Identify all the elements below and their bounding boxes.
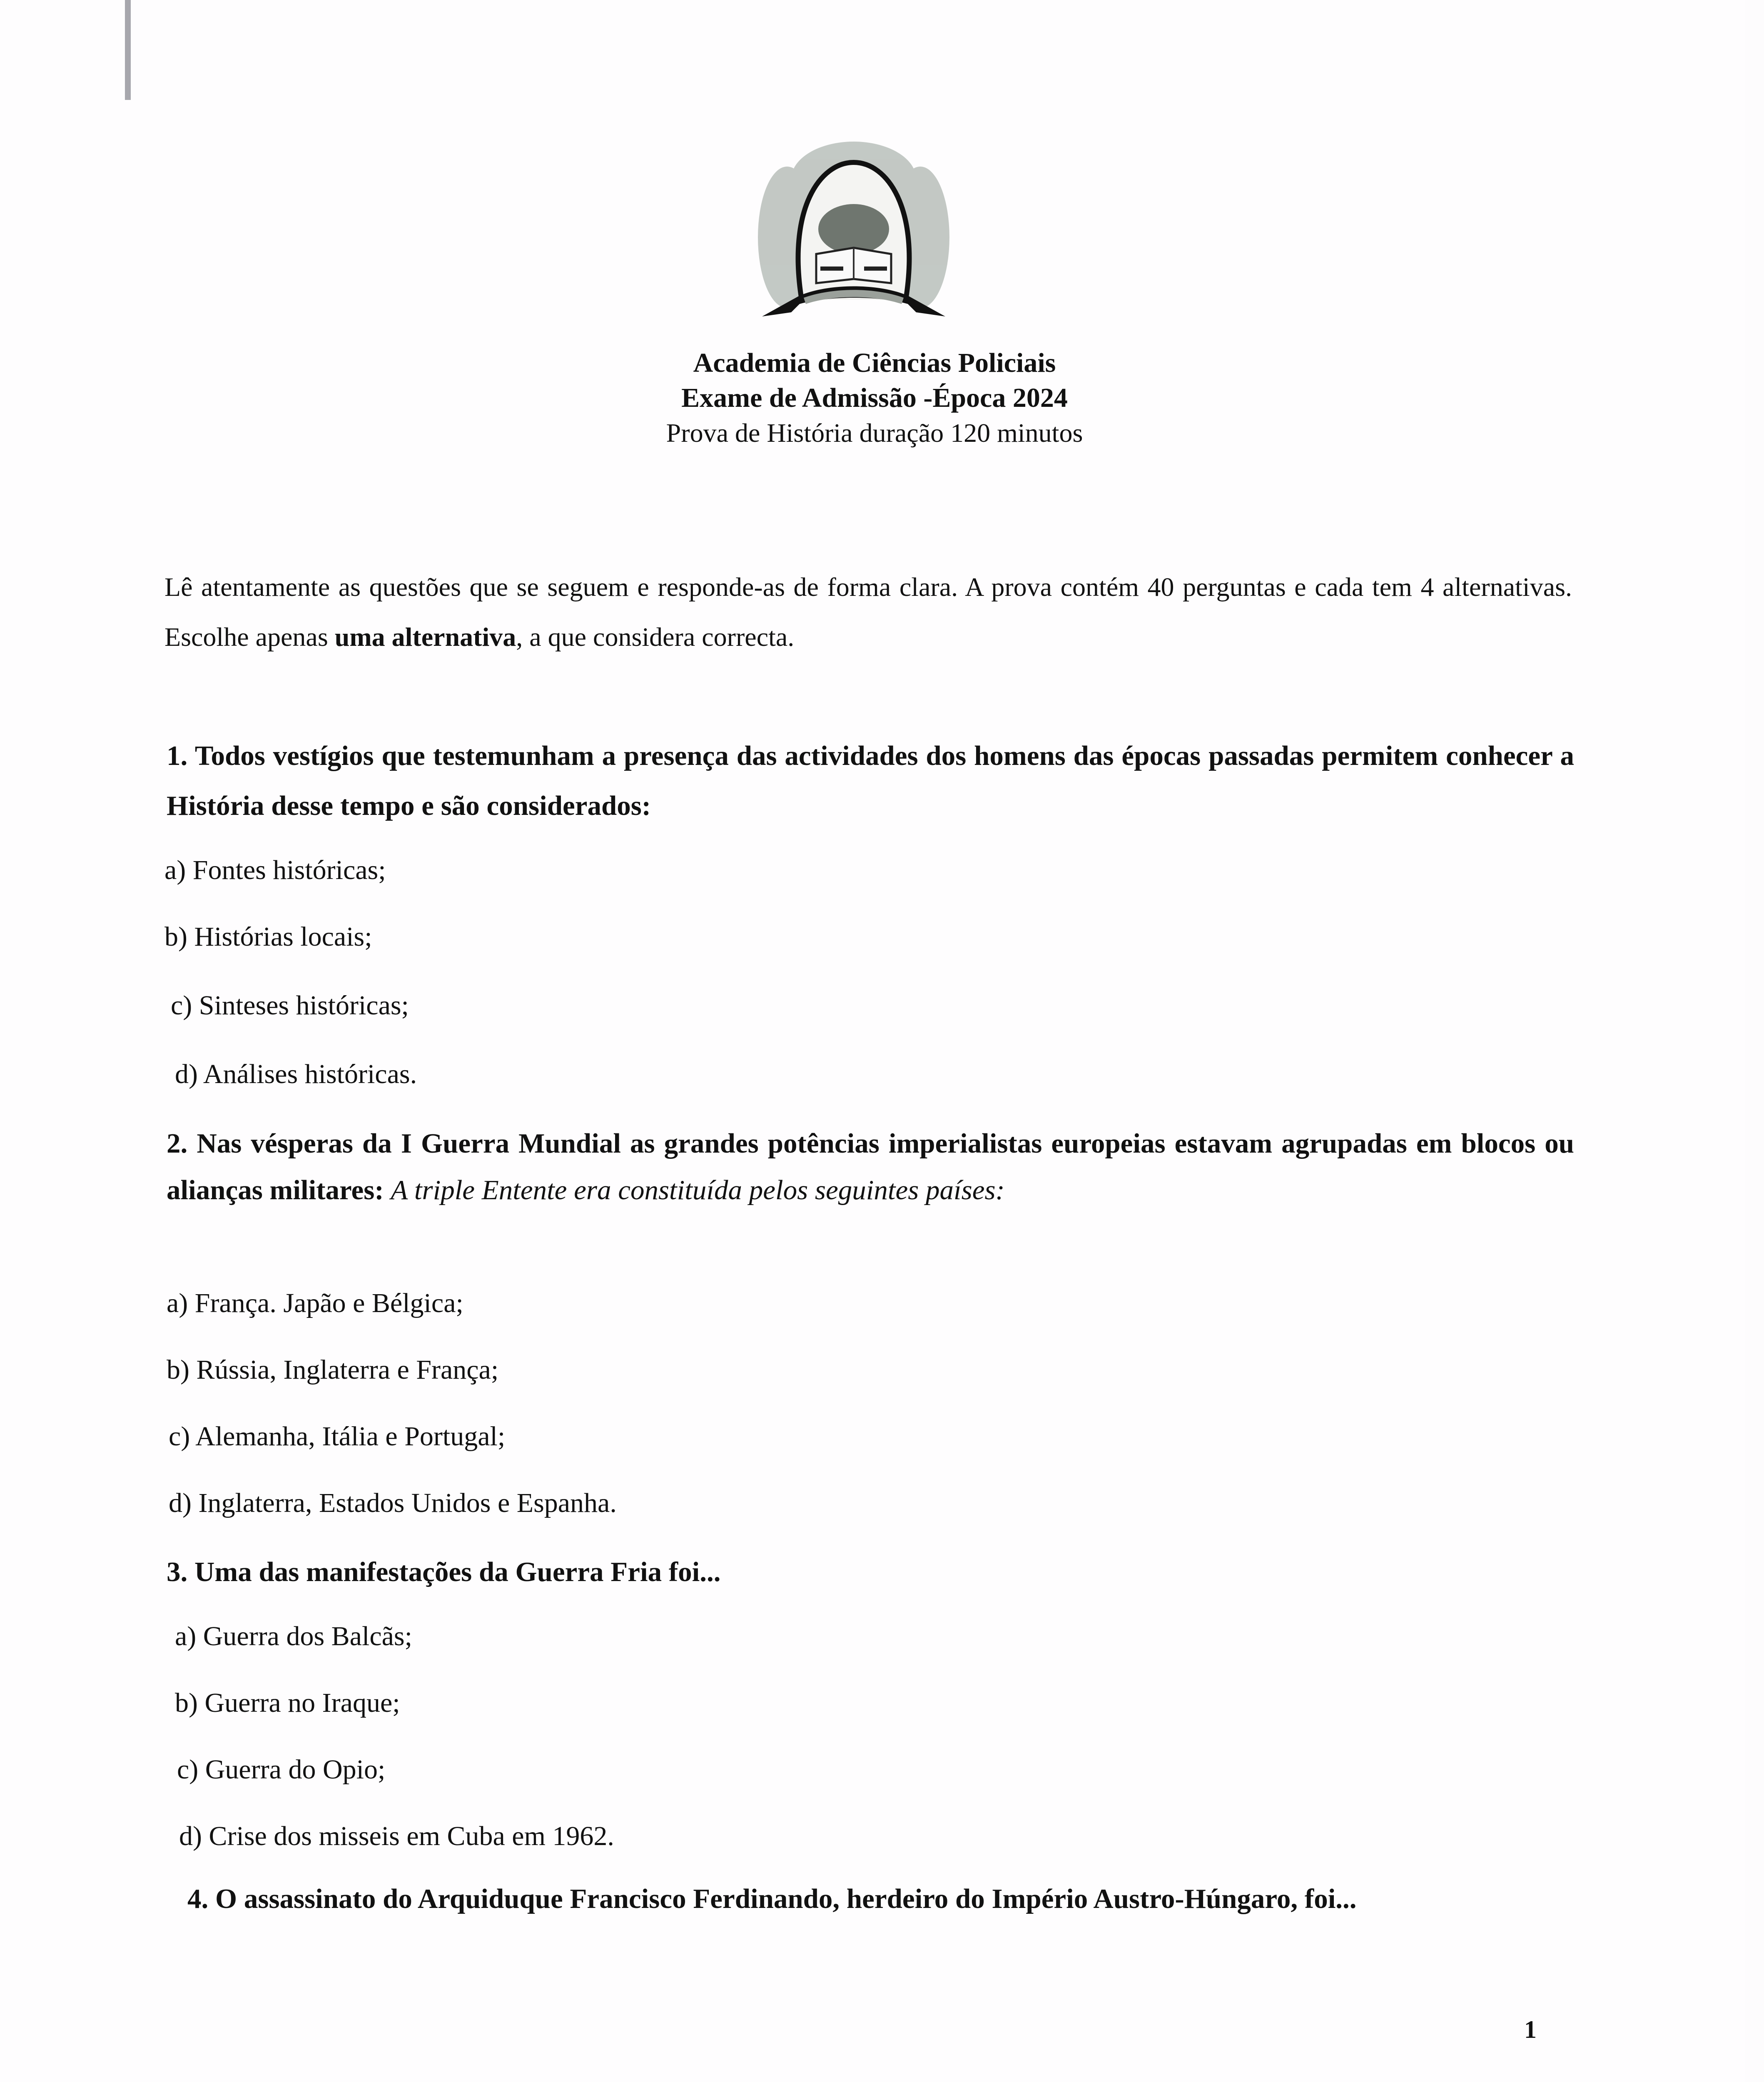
question-1-option-c: c) Sinteses históricas; xyxy=(171,990,409,1021)
question-3-option-a: a) Guerra dos Balcãs; xyxy=(175,1621,412,1651)
question-2-text: 2. Nas vésperas da I Guerra Mundial as grandes potências imperialistas europeias estavam agrupadas em blocos ou alianças militares: xyxy=(167,1128,1574,1205)
question-3-option-c: c) Guerra do Opio; xyxy=(177,1754,386,1785)
instructions-paragraph xyxy=(164,562,1572,662)
question-3: 3. Uma das manifestações da Guerra Fria foi... xyxy=(167,1557,721,1587)
question-2-italic-text: A triple Entente era constituída pelos seguintes países: xyxy=(391,1175,1005,1205)
question-1-option-a: a) Fontes históricas; xyxy=(164,855,386,885)
question-4: 4. O assassinato do Arquiduque Francisco Ferdinando, herdeiro do Império Austro-Húngaro, foi... xyxy=(187,1883,1357,1914)
exam-subject: Prova de História duração 120 minutos xyxy=(666,418,1083,448)
document-header xyxy=(416,346,1333,451)
question-2-option-b: b) Rússia, Inglaterra e França; xyxy=(167,1355,499,1385)
question-1: 1. Todos vestígios que testemunham a presença das actividades dos homens das épocas passadas permitem conhecer a História desse tempo e são considerados: xyxy=(167,740,1574,821)
margin-mark xyxy=(125,0,131,100)
instructions-emphasis: uma alternativa xyxy=(334,622,516,652)
question-3-option-d: d) Crise dos misseis em Cuba em 1962. xyxy=(179,1821,614,1851)
question-2-option-c: c) Alemanha, Itália e Portugal; xyxy=(169,1421,506,1452)
instructions-text: Lê atentamente as questões que se seguem e responde-as de forma clara. A prova contém 40 perguntas e cada tem 4 alternativas. Escolhe apenas xyxy=(164,572,1572,652)
instructions-text-end: , a que considera correcta. xyxy=(516,622,795,652)
institution-name: Academia de Ciências Policiais xyxy=(693,348,1056,378)
question-2-option-d: d) Inglaterra, Estados Unidos e Espanha. xyxy=(169,1488,617,1518)
exam-title: Exame de Admissão -Época 2024 xyxy=(681,383,1068,413)
question-3-option-b: b) Guerra no Iraque; xyxy=(175,1688,400,1718)
question-1-option-b: b) Histórias locais; xyxy=(164,921,372,952)
globe xyxy=(818,204,889,254)
question-2-option-a: a) França. Japão e Bélgica; xyxy=(167,1288,463,1318)
question-2 xyxy=(167,1120,1574,1213)
question-1-option-d: d) Análises históricas. xyxy=(175,1059,417,1089)
academy-emblem-logo xyxy=(737,133,970,329)
page-number: 1 xyxy=(1524,2016,1537,2043)
